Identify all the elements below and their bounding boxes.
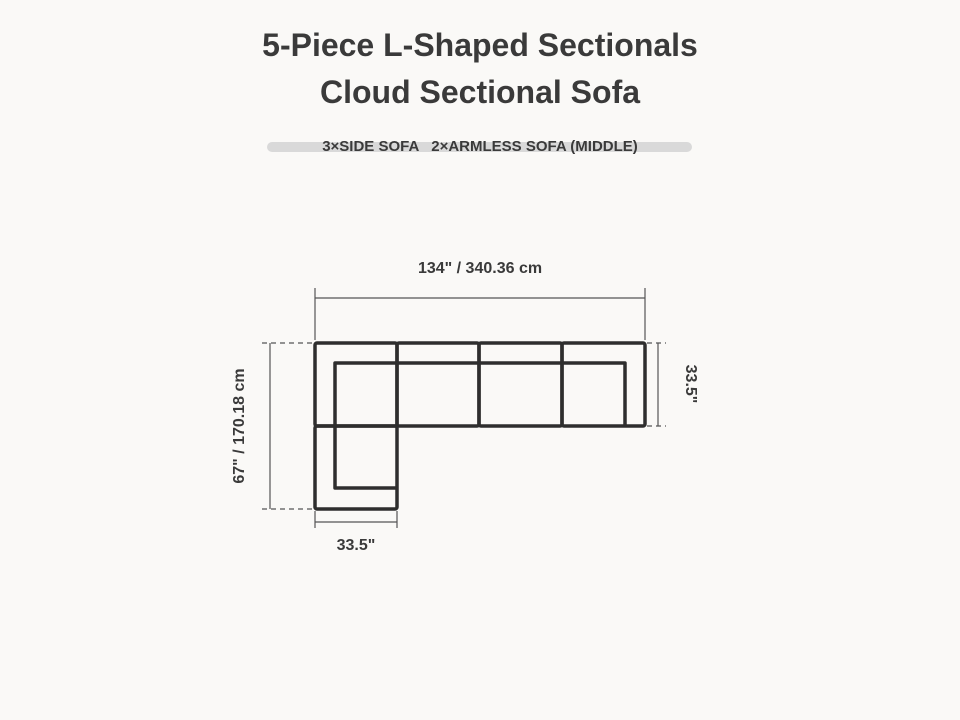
right-side-sofa xyxy=(562,343,645,426)
right-depth-label: 33.5" xyxy=(682,364,699,404)
sofa-layout xyxy=(315,343,645,509)
overall-width-label: 134" / 340.36 cm xyxy=(417,260,543,277)
bottom-width-label: 33.5" xyxy=(336,537,376,554)
overall-width-dimension xyxy=(315,288,645,340)
page-title: 5-Piece L-Shaped Sectionals xyxy=(262,27,698,63)
bottom-width-dimension xyxy=(315,511,397,528)
armless-middle-sofa-2 xyxy=(479,343,562,426)
overall-depth-dimension xyxy=(262,343,313,509)
overall-depth-label: 67" / 170.18 cm xyxy=(231,368,248,484)
bottom-side-sofa xyxy=(315,426,397,509)
armless-middle-sofa-1 xyxy=(397,343,479,426)
right-depth-dimension xyxy=(647,343,666,426)
page-subtitle: Cloud Sectional Sofa xyxy=(319,74,641,110)
corner-side-sofa xyxy=(315,343,397,426)
composition-label: 3×SIDE SOFA 2×ARMLESS SOFA (MIDDLE) xyxy=(322,138,638,155)
